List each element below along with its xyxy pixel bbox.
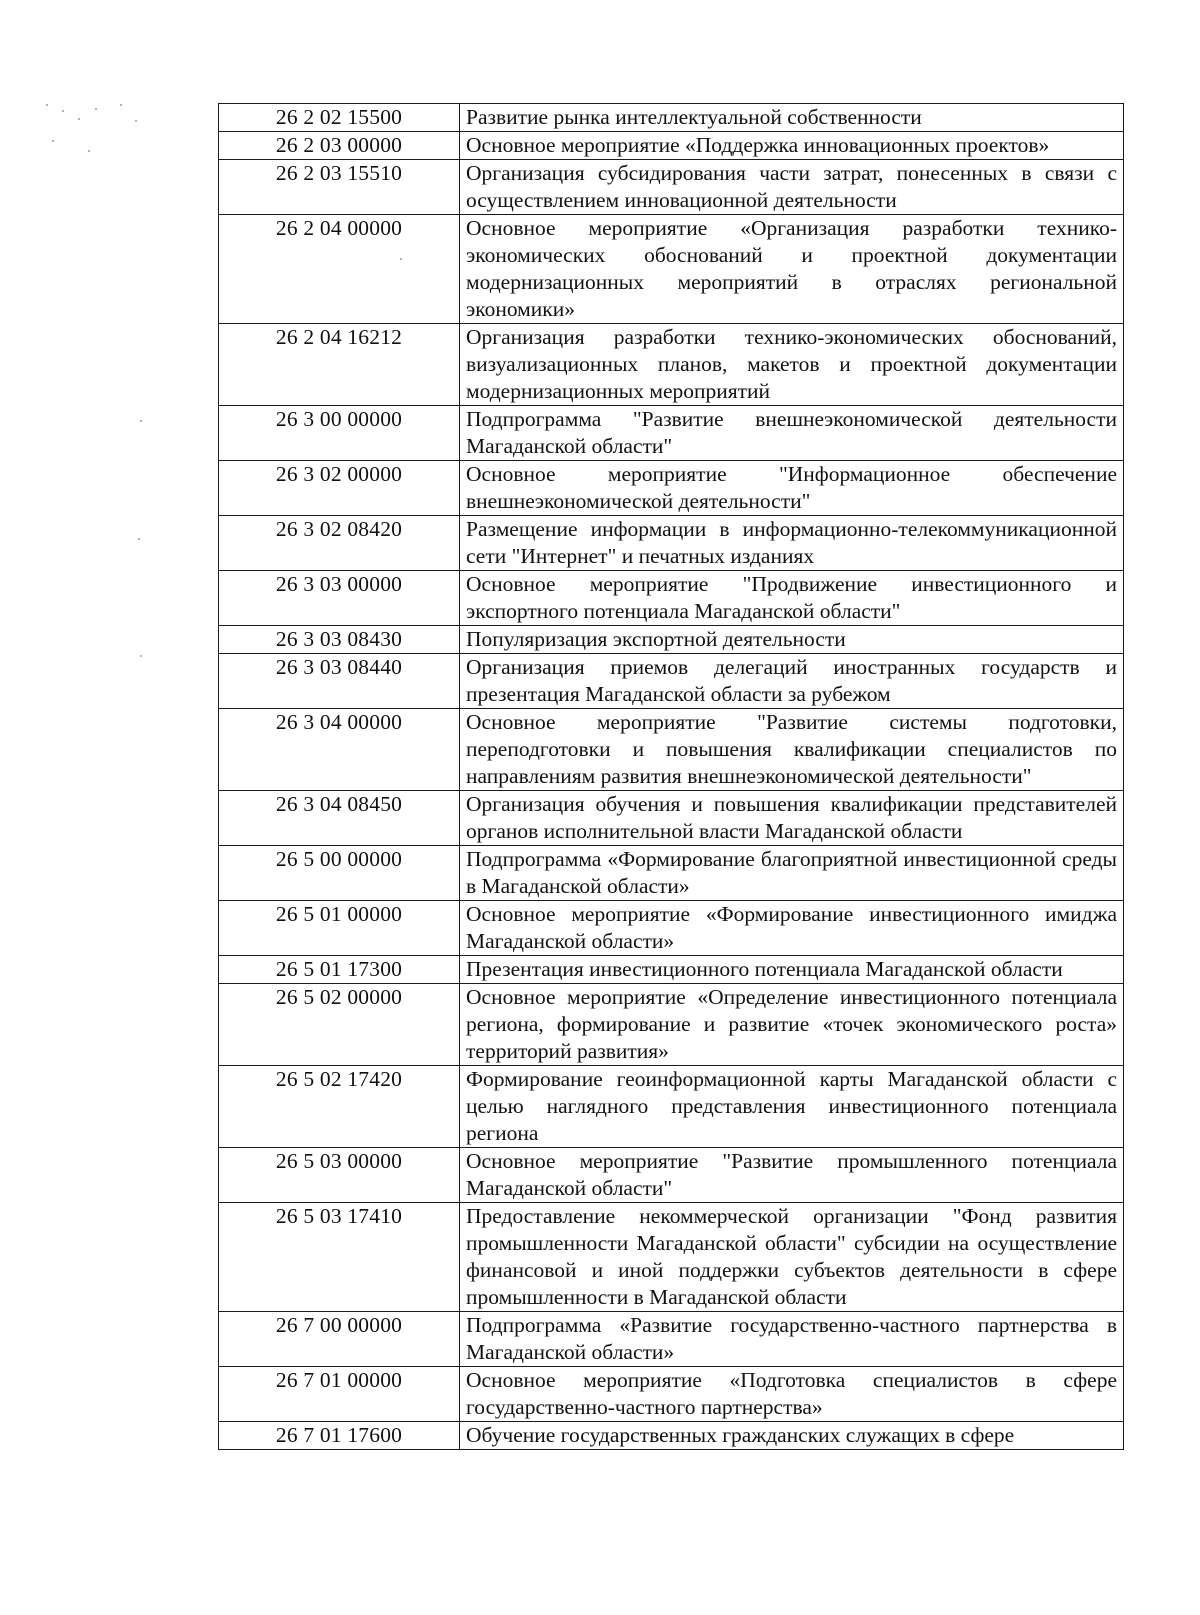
code-cell: 26 5 02 17420 (219, 1066, 460, 1148)
table-row (219, 1066, 1124, 1148)
budget-code-table (218, 103, 1124, 1450)
table-row (219, 956, 1124, 984)
description-cell: Популяризация экспортной деятельности (460, 626, 1124, 654)
description-cell: Размещение информации в информационно-телекоммуникационной сети "Интернет" и печатных изданиях (460, 516, 1124, 571)
description-cell: Основное мероприятие "Развитие системы подготовки, переподготовки и повышения квалификации специалистов по направлениям развития внешнеэкономической деятельности" (460, 709, 1124, 791)
code-cell: 26 3 02 00000 (219, 461, 460, 516)
description-cell: Подпрограмма «Формирование благоприятной инвестиционной среды в Магаданской области» (460, 846, 1124, 901)
description-cell: Основное мероприятие «Организация разработки технико-экономических обоснований и проектной документации модернизационных мероприятий в отраслях региональной экономики» (460, 215, 1124, 324)
code-cell: 26 2 04 00000 (219, 215, 460, 324)
scan-speckle (52, 140, 54, 142)
scan-speckle (135, 120, 137, 122)
table-row (219, 461, 1124, 516)
description-cell: Основное мероприятие «Подготовка специалистов в сфере государственно-частного партнерства» (460, 1367, 1124, 1422)
table-row (219, 324, 1124, 406)
description-cell: Презентация инвестиционного потенциала Магаданской области (460, 956, 1124, 984)
scan-speckle (120, 104, 122, 106)
description-cell: Подпрограмма «Развитие государственно-частного партнерства в Магаданской области» (460, 1312, 1124, 1367)
scan-speckle (140, 655, 142, 657)
scan-speckle (95, 108, 97, 110)
code-cell: 26 5 00 00000 (219, 846, 460, 901)
table-row (219, 571, 1124, 626)
code-cell: 26 5 01 00000 (219, 901, 460, 956)
code-cell: 26 3 00 00000 (219, 406, 460, 461)
code-cell: 26 3 04 08450 (219, 791, 460, 846)
table-row (219, 709, 1124, 791)
code-cell: 26 7 01 00000 (219, 1367, 460, 1422)
code-cell: 26 5 01 17300 (219, 956, 460, 984)
scan-speckle (78, 118, 80, 120)
description-cell: Организация обучения и повышения квалификации представителей органов исполнительной власти Магаданской области (460, 791, 1124, 846)
table-row (219, 215, 1124, 324)
scan-speckle (138, 538, 140, 540)
scan-speckle (88, 150, 90, 152)
description-cell: Основное мероприятие "Продвижение инвестиционного и экспортного потенциала Магаданской области" (460, 571, 1124, 626)
description-cell: Формирование геоинформационной карты Магаданской области с целью наглядного представления инвестиционного потенциала региона (460, 1066, 1124, 1148)
code-cell: 26 7 01 17600 (219, 1422, 460, 1450)
code-cell: 26 2 02 15500 (219, 104, 460, 132)
code-cell: 26 3 03 00000 (219, 571, 460, 626)
code-cell: 26 5 02 00000 (219, 984, 460, 1066)
description-cell: Основное мероприятие «Поддержка инновационных проектов» (460, 132, 1124, 160)
table-row (219, 901, 1124, 956)
description-cell: Развитие рынка интеллектуальной собственности (460, 104, 1124, 132)
table-row (219, 1312, 1124, 1367)
description-cell: Основное мероприятие «Формирование инвестиционного имиджа Магаданской области» (460, 901, 1124, 956)
table-row (219, 104, 1124, 132)
code-cell: 26 5 03 00000 (219, 1148, 460, 1203)
table-row (219, 626, 1124, 654)
code-cell: 26 3 03 08440 (219, 654, 460, 709)
scan-speckle (46, 104, 48, 106)
code-cell: 26 3 04 00000 (219, 709, 460, 791)
code-cell: 26 3 03 08430 (219, 626, 460, 654)
table-row (219, 406, 1124, 461)
scan-speckle (62, 110, 64, 112)
description-cell: Основное мероприятие "Развитие промышленного потенциала Магаданской области" (460, 1148, 1124, 1203)
description-cell: Организация разработки технико-экономических обоснований, визуализационных планов, макетов и проектной документации модернизационных мероприятий (460, 324, 1124, 406)
code-cell: 26 7 00 00000 (219, 1312, 460, 1367)
table-row (219, 132, 1124, 160)
code-cell: 26 2 03 00000 (219, 132, 460, 160)
description-cell: Подпрограмма "Развитие внешнеэкономической деятельности Магаданской области" (460, 406, 1124, 461)
table-row (219, 516, 1124, 571)
table-row (219, 846, 1124, 901)
code-cell: 26 5 03 17410 (219, 1203, 460, 1312)
code-cell: 26 2 04 16212 (219, 324, 460, 406)
table-row (219, 654, 1124, 709)
code-cell: 26 3 02 08420 (219, 516, 460, 571)
table-row (219, 1203, 1124, 1312)
table-row (219, 1367, 1124, 1422)
table-row (219, 984, 1124, 1066)
description-cell: Обучение государственных гражданских служащих в сфере (460, 1422, 1124, 1450)
table-row (219, 1148, 1124, 1203)
table-row (219, 160, 1124, 215)
table-row (219, 791, 1124, 846)
scan-speckle (140, 420, 142, 422)
description-cell: Основное мероприятие "Информационное обеспечение внешнеэкономической деятельности" (460, 461, 1124, 516)
code-cell: 26 2 03 15510 (219, 160, 460, 215)
description-cell: Основное мероприятие «Определение инвестиционного потенциала региона, формирование и развитие «точек экономического роста» территорий развития» (460, 984, 1124, 1066)
description-cell: Организация субсидирования части затрат, понесенных в связи с осуществлением инновационной деятельности (460, 160, 1124, 215)
table-row (219, 1422, 1124, 1450)
description-cell: Предоставление некоммерческой организации "Фонд развития промышленности Магаданской области" субсидии на осуществление финансовой и иной поддержки субъектов деятельности в сфере промышленности в Магаданской области (460, 1203, 1124, 1312)
description-cell: Организация приемов делегаций иностранных государств и презентация Магаданской области за рубежом (460, 654, 1124, 709)
